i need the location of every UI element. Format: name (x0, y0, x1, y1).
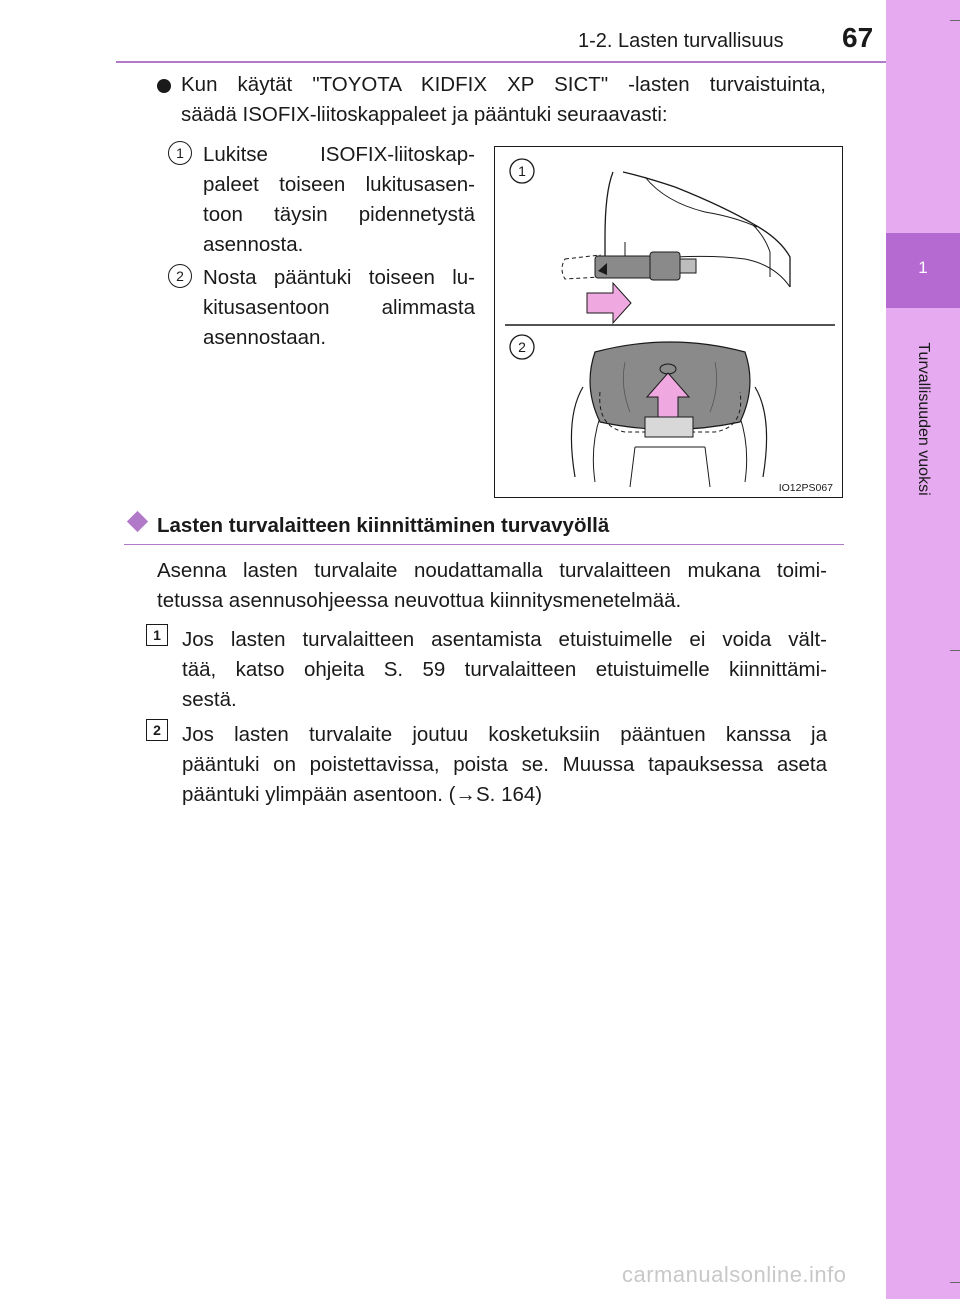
crop-mark (950, 20, 960, 21)
chapter-tab-label-text: Turvallisuuden vuoksi (915, 342, 932, 496)
section-title: Lasten turvalaitteen kiinnittäminen turvavyöllä (157, 514, 610, 537)
bullet-line-2: säädä ISOFIX-liitoskappaleet ja pääntuki seuraavasti: (181, 103, 668, 126)
section-intro-line-1: Asenna lasten turvalaite noudattamalla turvalaitteen mukana toimi- (157, 559, 827, 582)
illustration-isofix-headrest (494, 146, 843, 498)
figure-label-2: 2 (518, 339, 526, 355)
step-1-line-4: asennosta. (203, 233, 304, 256)
header-divider (116, 61, 886, 63)
step-2-line-2: kitusasentoon alimmasta (203, 296, 475, 319)
chapter-tab-number: 1 (886, 233, 960, 308)
step-2-line-1: Nosta pääntuki toiseen lu- (203, 266, 475, 289)
item-1-line-2: tää, katso ohjeita S. 59 turvalaitteen etuistuimelle kiinnittämi- (182, 658, 827, 681)
crop-mark (950, 650, 960, 651)
step-marker-1: 1 (168, 141, 192, 165)
running-header-section: 1-2. Lasten turvallisuus (578, 30, 784, 52)
chapter-tab-bar (886, 0, 960, 1299)
crop-mark (950, 1282, 960, 1283)
item-1-line-3: sestä. (182, 688, 237, 711)
illustration-drawing (495, 147, 841, 496)
step-1-line-3: toon täysin pidennetystä (203, 203, 475, 226)
item-2-line-3: pääntuki ylimpään asentoon. (→S. 164) (182, 783, 543, 806)
section-divider (124, 544, 844, 545)
step-1-line-1: Lukitse ISOFIX-liitoskap- (203, 143, 475, 166)
figure-label-1: 1 (518, 163, 526, 179)
chapter-tab-label (870, 330, 960, 510)
item-2-line-2: pääntuki on poistettavissa, poista se. Muussa tapauksessa aseta (182, 753, 827, 776)
bullet-line-1: Kun käytät "TOYOTA KIDFIX XP SICT" -lasten turvaistuinta, (181, 73, 826, 96)
page-number: 67 (842, 22, 874, 53)
step-2-line-3: asennostaan. (203, 326, 327, 349)
step-marker-2: 2 (168, 264, 192, 288)
item-1-line-1: Jos lasten turvalaitteen asentamista etuistuimelle ei voida vält- (182, 628, 827, 651)
step-1-line-2: paleet toiseen lukitusasen- (203, 173, 475, 196)
item-2-line-1: Jos lasten turvalaite joutuu kosketuksiin pääntuen kanssa ja (182, 723, 827, 746)
section-diamond-icon (127, 511, 148, 532)
item-marker-2: 2 (146, 719, 168, 741)
item-marker-1: 1 (146, 624, 168, 646)
section-intro-line-2: tetussa asennusohjeessa neuvottua kiinnitysmenetelmää. (157, 589, 682, 612)
figure-code: IO12PS067 (778, 482, 833, 494)
footer-watermark: carmanualsonline.info (622, 1262, 847, 1287)
bullet-dot-icon (157, 79, 171, 93)
